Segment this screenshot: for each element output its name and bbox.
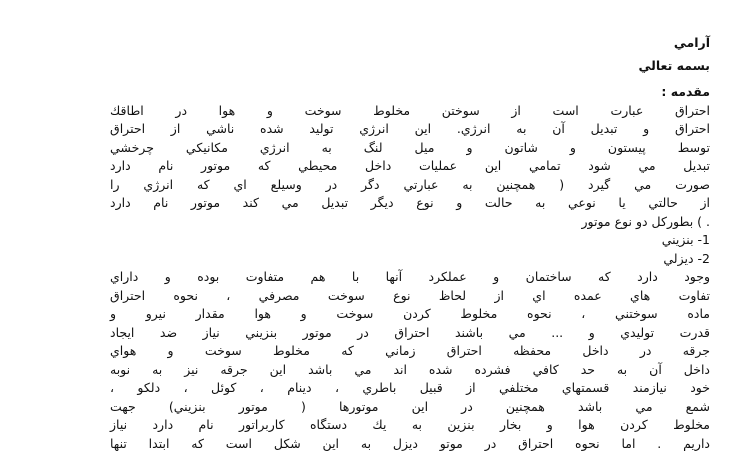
paragraph-line: صورت مي گيرد ( همچنين به عبارتي دگر در وسيلع اي كه انرژي را: [110, 176, 710, 195]
paragraph-line: توسط پيستون و شاتون و ميل لنگ به انرژي مكانيكي چرخشي: [110, 139, 710, 158]
paragraph-line: داريم . اما نحوه احتراق در موتو ديزل به اين شكل است كه ابتدا تنها: [110, 435, 710, 453]
paragraph-line: جرقه در داخل محفظه احتراق زماني كه مخلوط سوخت و هواي: [110, 342, 710, 361]
paragraph-line: وجود دارد كه ساختمان و عملكرد آنها با هم متفاوت بوده و داراي: [110, 268, 710, 287]
paragraph-line: احتراق و تبديل آن به انرژي. اين انرژي توليد شده ناشي از احتراق: [110, 120, 710, 139]
paragraph-line: خود نيازمند قسمتهاي مختلفي از قبيل باطري ، دينام ، كوئل ، دلكو ،: [110, 379, 710, 398]
paragraph-line: مخلوط كردن هوا و بخار بنزين به يك دستگاه كاربراتور نام دارد نياز: [110, 416, 710, 435]
paragraph-line: قدرت توليدي و ... مي باشند احتراق در موتور بنزيني نياز ضد ايجاد: [110, 324, 710, 343]
paragraph-line: تفاوت هاي عمده اي از لحاظ نوع سوخت مصرفي ، نحوه احتراق: [110, 287, 710, 306]
bismillah-line: بسمه تعالي: [110, 57, 710, 76]
paragraph-line: تبديل مي شود تمامي اين عمليات داخل محيطي كه موتور نام دارد: [110, 157, 710, 176]
list-item: 2- ديزلي: [110, 250, 710, 269]
paragraph-line: . ) بطوركل دو نوع موتور: [110, 213, 710, 232]
paragraph-line: داخل آن به حد كافي فشرده شده اند مي باشد اين جرقه نيز به نوبه: [110, 361, 710, 380]
paragraph-line: شمع مي باشد همچنين در اين موتورها ( موتور بنزيني) جهت: [110, 398, 710, 417]
section-heading: مقدمه :: [110, 83, 710, 102]
paragraph-line: احتراق عبارت است از سوختن مخلوط سوخت و هوا در اطاقك: [110, 102, 710, 121]
paragraph-line: ماده سوختني ، نحوه مخلوط كردن سوخت و هوا مقدار نيرو و: [110, 305, 710, 324]
document-body: [110, 34, 710, 453]
author-name: آرامي: [110, 34, 710, 53]
paragraph-line: از حالتي يا نوعي به حالت و نوع ديگر تبديل مي كند موتور نام دارد: [110, 194, 710, 213]
list-item: 1- بنزيني: [110, 231, 710, 250]
